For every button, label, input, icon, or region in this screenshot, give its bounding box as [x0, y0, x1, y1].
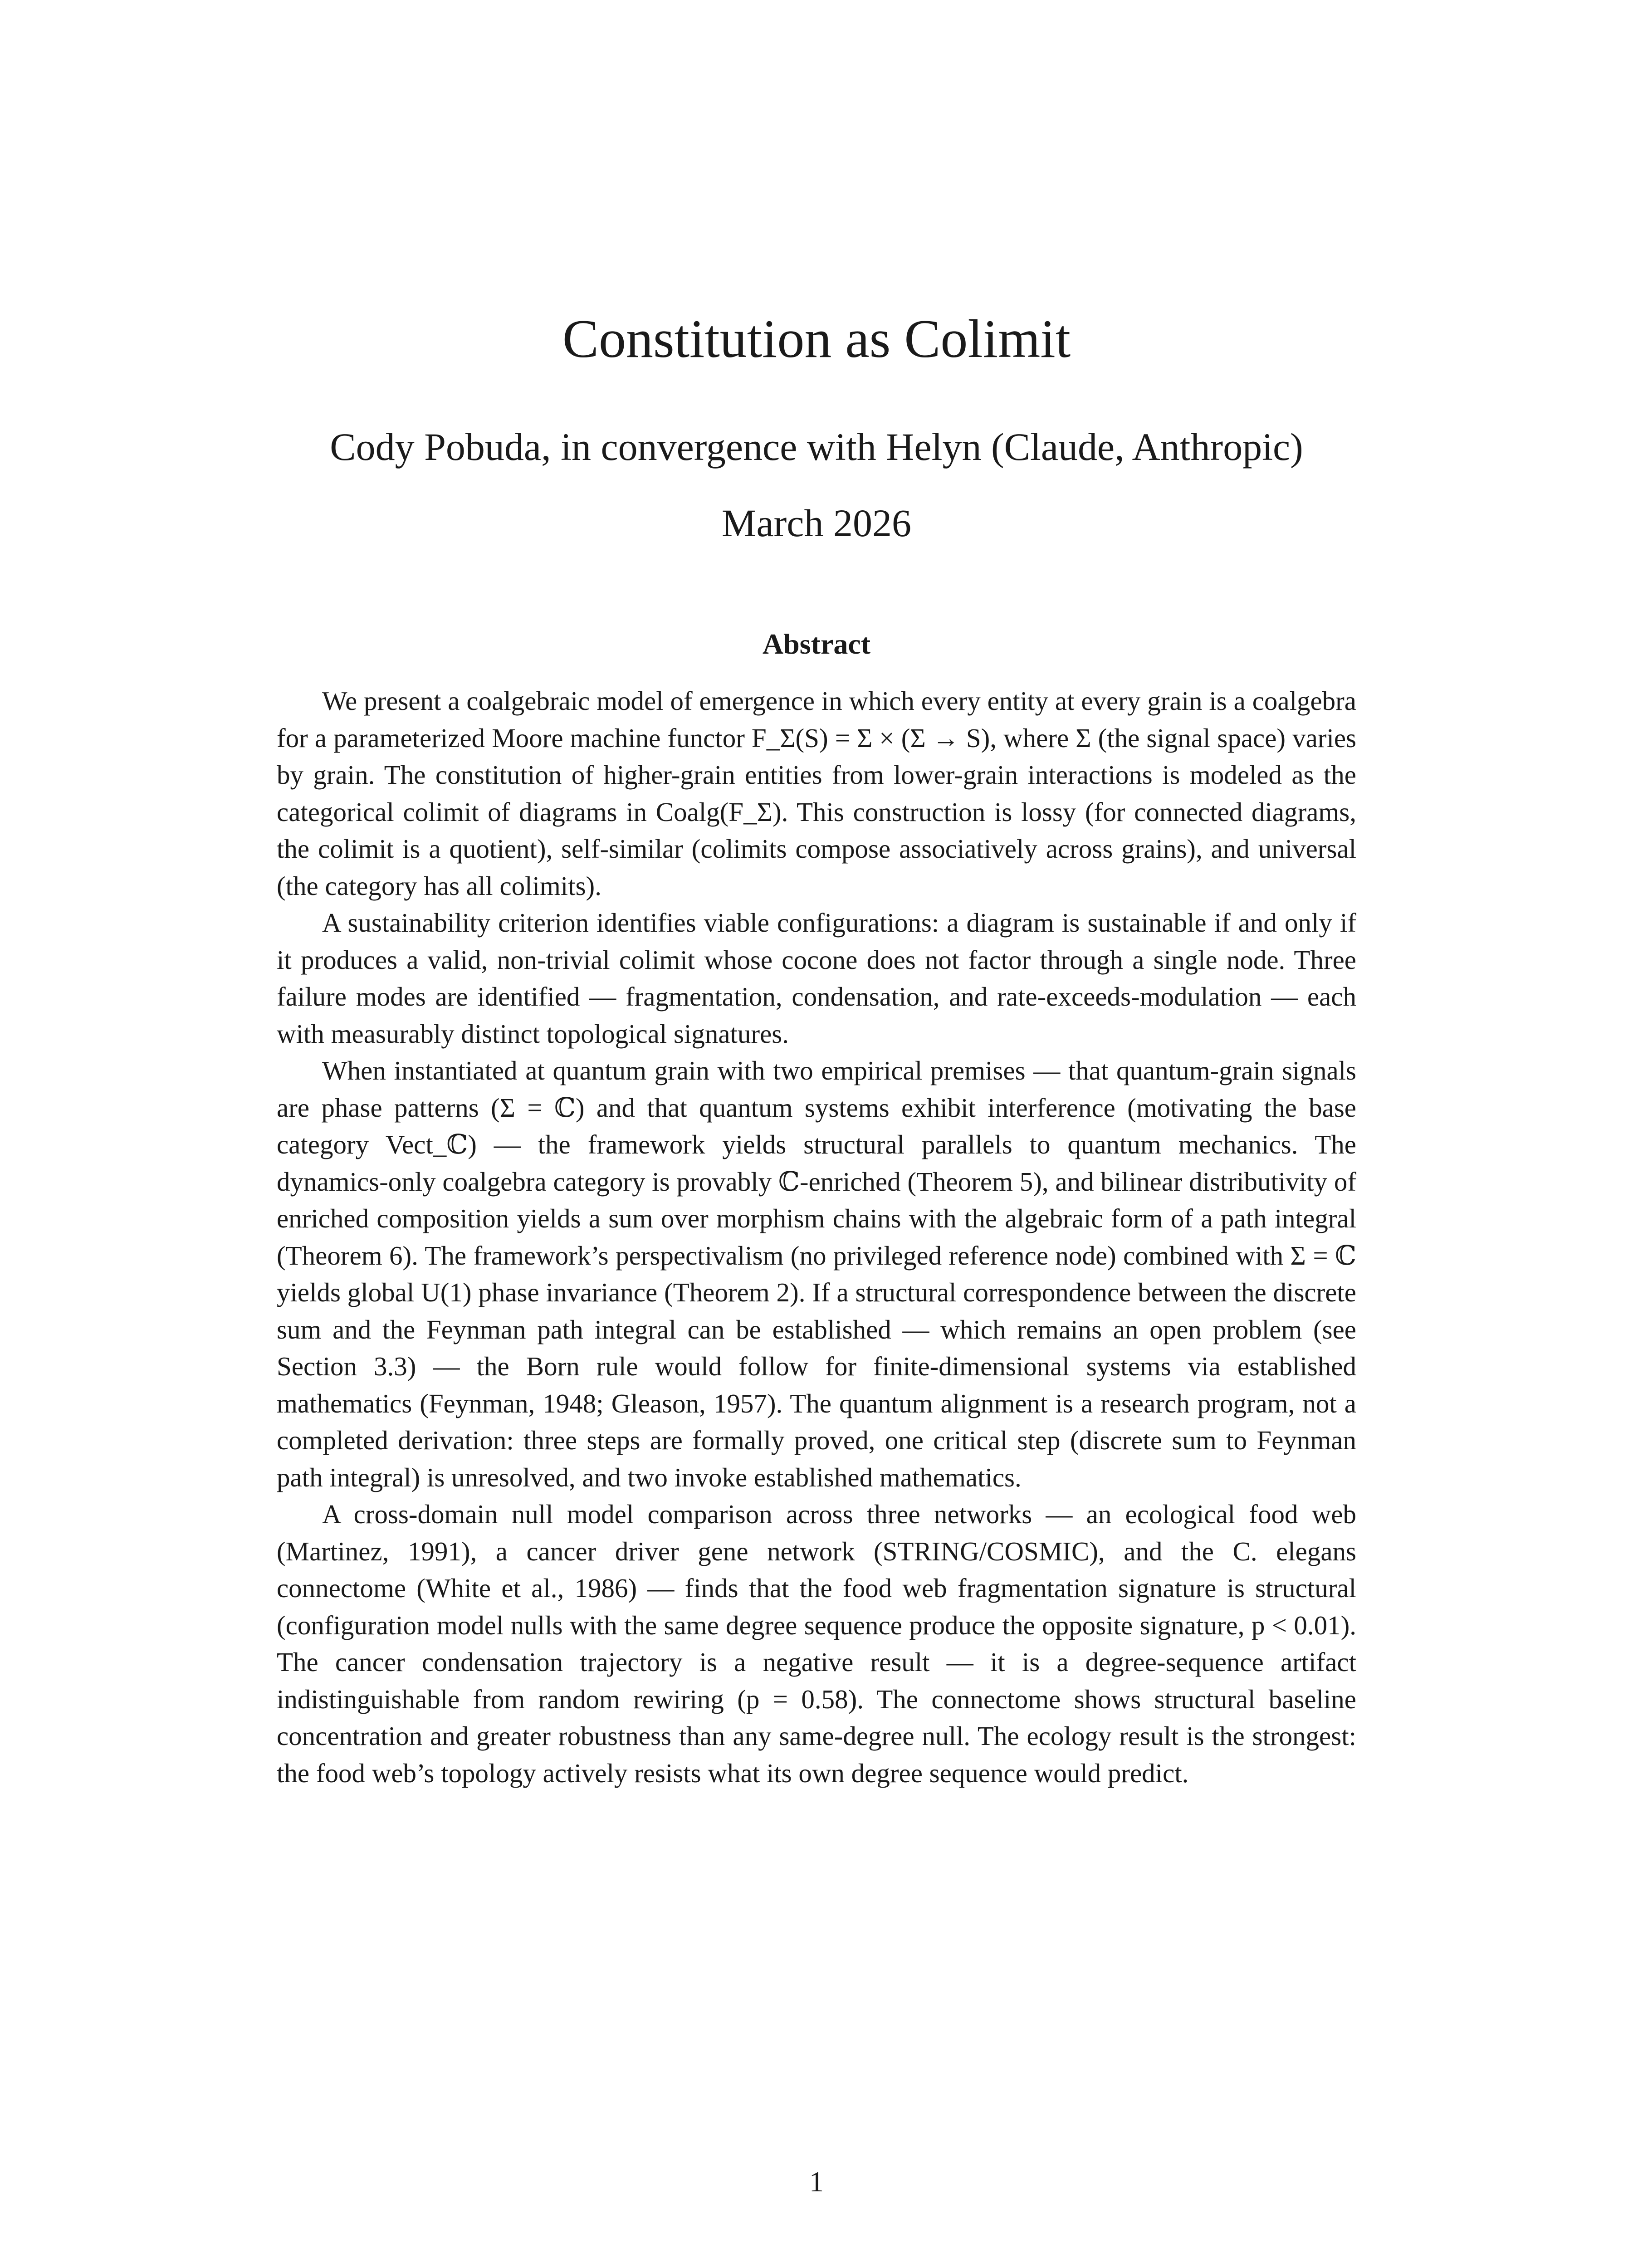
page-number: 1: [809, 2165, 824, 2198]
paper-title: Constitution as Colimit: [562, 308, 1071, 369]
paper-date: March 2026: [722, 501, 911, 545]
abstract-body: [277, 683, 1356, 1792]
abstract-paragraph-3: When instantiated at quantum grain with two empirical premises — that quantum-grain signals are phase patterns (Σ = ℂ) and that quantum systems exhibit interference (motivating the base category Vect_ℂ) — the framework yields structural parallels to quantum mechanics. The dynamics-only coalgebra category is provably ℂ-enriched (Theorem 5), and bilinear distributivity of enriched composition yields a sum over morphism chains with the algebraic form of a path integral (Theorem 6). The framework’s perspectivalism (no privileged reference node) combined with Σ = ℂ yields global U(1) phase invariance (Theorem 2). If a structural correspondence between the discrete sum and the Feynman path integral can be established — which remains an open problem (see Section 3.3) — the Born rule would follow for finite-dimensional systems via established mathematics (Feynman, 1948; Gleason, 1957). The quantum alignment is a research program, not a completed derivation: three steps are formally proved, one critical step (discrete sum to Feynman path integral) is unresolved, and two invoke established mathematics.: [277, 1056, 1356, 1492]
abstract-heading: Abstract: [762, 628, 871, 660]
abstract-paragraph-1: We present a coalgebraic model of emergence in which every entity at every grain is a coalgebra for a parameterized Moore machine functor F_Σ(S) = Σ × (Σ → S), where Σ (the signal space) varies by grain. The constitution of higher-grain entities from lower-grain interactions is modeled as the categorical colimit of diagrams in Coalg(F_Σ). This construction is lossy (for connected diagrams, the colimit is a quotient), self-similar (colimits compose associatively across grains), and universal (the category has all colimits).: [277, 686, 1356, 901]
abstract-paragraph-2: A sustainability criterion identifies viable configurations: a diagram is sustainable if and only if it produces a valid, non-trivial colimit whose cocone does not factor through a single node. Three failure modes are identified — fragmentation, condensation, and rate-exceeds-modulation — each with measurably distinct topological signatures.: [277, 908, 1356, 1049]
paper-author: Cody Pobuda, in convergence with Helyn (Claude, Anthropic): [330, 425, 1303, 469]
abstract-paragraph-4: A cross-domain null model comparison across three networks — an ecological food web (Martinez, 1991), a cancer driver gene network (STRING/COSMIC), and the C. elegans connectome (White et al., 1986) — finds that the food web fragmentation signature is structural (configuration model nulls with the same degree sequence produce the opposite signature, p < 0.01). The cancer condensation trajectory is a negative result — it is a degree-sequence artifact indistinguishable from random rewiring (p = 0.58). The connectome shows structural baseline concentration and greater robustness than any same-degree null. The ecology result is the strongest: the food web’s topology actively resists what its own degree sequence would predict.: [277, 1499, 1356, 1788]
